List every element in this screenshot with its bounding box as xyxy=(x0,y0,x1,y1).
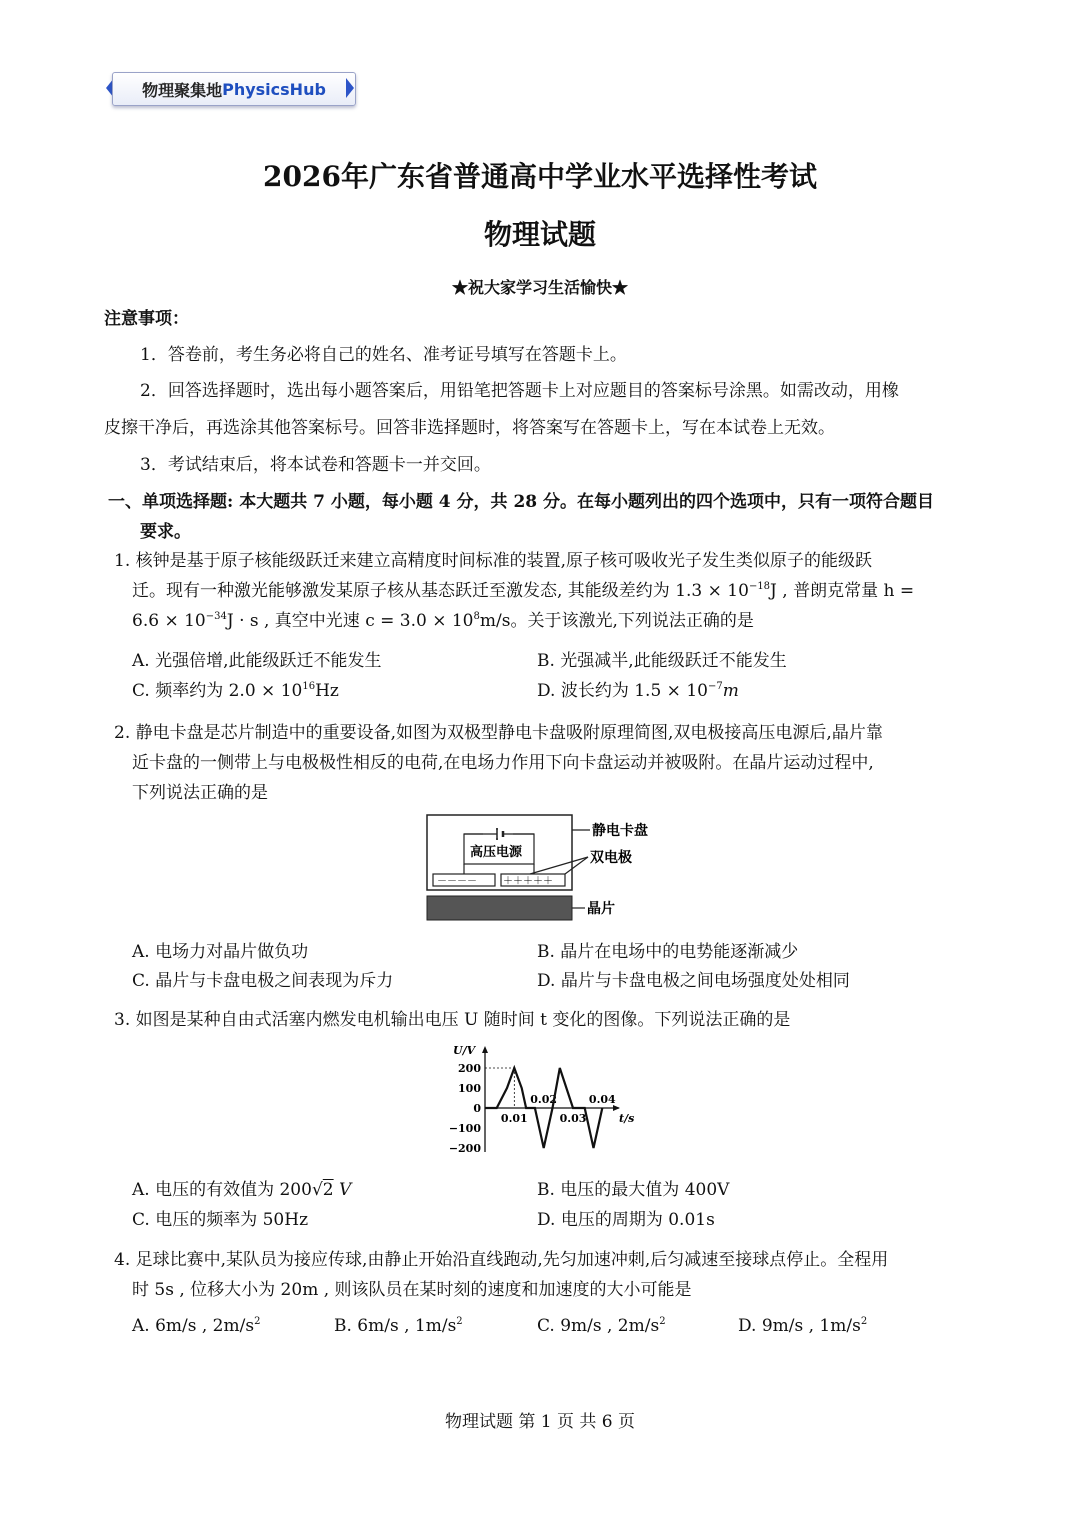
y-axis-arrow-icon xyxy=(482,1046,488,1053)
y-tick-label: 0 xyxy=(473,1102,481,1115)
q1-option-d xyxy=(537,676,739,701)
q1-option-c-unit: Hz xyxy=(315,681,339,701)
q3-option-d: D. 电压的周期为 0.01s xyxy=(537,1210,715,1230)
logo-en-text: PhysicsHub xyxy=(222,79,326,99)
y-tick-label: 200 xyxy=(458,1062,481,1075)
q2-line-1: 2. 静电卡盘是芯片制造中的重要设备,如图为双极型静电卡盘吸附原理简图,双电极接高压电源后,晶片靠 xyxy=(114,723,883,743)
q1-line-2b: J , 普朗克常量 h = xyxy=(770,581,915,601)
wafer-label: 晶片 xyxy=(587,901,615,917)
q2-option-c: C. 晶片与卡盘电极之间表现为斥力 xyxy=(132,971,394,991)
electrode-leader-1 xyxy=(530,857,588,874)
power-label: 高压电源 xyxy=(470,845,523,860)
logo-arrow-right-icon xyxy=(346,78,354,98)
notice-item-2a: 2．回答选择题时，选出每小题答案后，用铅笔把答题卡上对应题目的答案标号涂黑。如需改动，用橡 xyxy=(140,381,899,401)
q1-line-2a: 迁。现有一种激光能够激发某原子核从基态跃迁至激发态, 其能级差约为 1.3 × 10 xyxy=(132,581,749,601)
notice-item-3: 3．考试结束后，将本试卷和答题卡一并交回。 xyxy=(140,455,491,475)
x-axis-label: t/s xyxy=(619,1112,635,1125)
q4-option-d xyxy=(738,1316,867,1336)
q4-line-2: 时 5s , 位移大小为 20m , 则该队员在某时刻的速度和加速度的大小可能是 xyxy=(132,1280,692,1300)
q3-option-a xyxy=(132,1175,351,1200)
wafer xyxy=(427,896,572,920)
q1-exp-3: 8 xyxy=(473,611,480,622)
physicshub-logo xyxy=(112,72,356,106)
q4-line-1: 4. 足球比赛中,某队员为接应传球,由静止开始沿直线跑动,先匀加速冲刺,后匀减速至接球点停止。全程用 xyxy=(114,1250,889,1270)
q1-line-3 xyxy=(132,606,754,636)
y-axis-label: U/V xyxy=(453,1044,476,1057)
q1-option-c-text: C. 频率约为 2.0 × 10 xyxy=(132,681,303,701)
logo-cn-text: 物理聚集地 xyxy=(142,80,223,100)
q3-option-b: B. 电压的最大值为 400V xyxy=(537,1180,730,1200)
q2-option-d: D. 晶片与卡盘电极之间电场强度处处相同 xyxy=(537,971,850,991)
q2-line-3: 下列说法正确的是 xyxy=(132,783,268,803)
x-tick-label: 0.03 xyxy=(559,1112,587,1125)
exam-title: 2026年广东省普通高中学业水平选择性考试 xyxy=(263,160,817,193)
notice-heading: 注意事项： xyxy=(104,309,189,329)
q4-option-b-exp: 2 xyxy=(456,1316,463,1327)
q1-option-d-exp: −7 xyxy=(707,681,723,692)
q4-option-c xyxy=(537,1316,666,1336)
q1-exp-2: −34 xyxy=(205,611,227,622)
q1-option-c-exp: 16 xyxy=(302,681,316,692)
q1-line-3a: 6.6 × 10 xyxy=(132,611,206,631)
notice-item-2b: 皮擦干净后，再选涂其他答案标号。回答非选择题时，将答案写在答题卡上，写在本试卷上无效。 xyxy=(104,418,835,438)
q3-option-a-text: A. 电压的有效值为 200 xyxy=(132,1180,312,1200)
q4-option-a xyxy=(132,1316,260,1336)
x-tick-label: 0.01 xyxy=(500,1112,528,1125)
q1-line-1: 1. 核钟是基于原子核能级跃迁来建立高精度时间标准的装置,原子核可吸收光子发生类似原子的能级跃 xyxy=(114,551,873,571)
q3-option-c: C. 电压的频率为 50Hz xyxy=(132,1210,309,1230)
q1-option-a: A. 光强倍增,此能级跃迁不能发生 xyxy=(132,651,382,671)
q1-option-d-unit: m xyxy=(722,681,739,701)
q3-line-1: 3. 如图是某种自由式活塞内燃发电机输出电压 U 随时间 t 变化的图像。下列说法正确的是 xyxy=(114,1010,791,1030)
q1-option-b: B. 光强减半,此能级跃迁不能发生 xyxy=(537,651,787,671)
sqrt-icon: √ xyxy=(311,1180,323,1200)
section-1-heading: 一、单项选择题: 本大题共 7 小题，每小题 4 分，共 28 分。在每小题列出的四个选项中，只有一项符合题目 xyxy=(108,492,935,512)
q1-line-3b: J · s , 真空中光速 c = 3.0 × 10 xyxy=(226,611,474,631)
q2-option-b: B. 晶片在电场中的电势能逐渐减少 xyxy=(537,942,799,962)
q4-option-d-exp: 2 xyxy=(860,1316,868,1327)
y-tick-label: 100 xyxy=(458,1082,481,1095)
q4-option-b-text: B. 6m/s , 1m/s xyxy=(334,1316,457,1336)
q2-line-2: 近卡盘的一侧带上与电极极性相反的电荷,在电场力作用下向卡盘运动并被吸附。在晶片运动过程中, xyxy=(132,753,874,773)
positive-charges: ＋＋＋＋＋ xyxy=(503,876,553,887)
chuck-label: 静电卡盘 xyxy=(592,823,648,839)
q4-option-a-text: A. 6m/s , 2m/s xyxy=(132,1316,255,1336)
electrode-label: 双电极 xyxy=(590,850,632,866)
q4-option-d-text: D. 9m/s , 1m/s xyxy=(738,1316,861,1336)
notice-item-1: 1．答卷前，考生务必将自己的姓名、准考证号填写在答题卡上。 xyxy=(140,345,627,365)
voltage-time-chart xyxy=(445,1040,645,1160)
electrostatic-chuck-diagram xyxy=(425,812,680,924)
q4-option-a-exp: 2 xyxy=(254,1316,261,1327)
subject-title: 物理试题 xyxy=(483,218,596,251)
q3-option-a-unit: V xyxy=(333,1180,352,1200)
q4-option-c-exp: 2 xyxy=(659,1316,666,1327)
page-footer: 物理试题 第 1 页 共 6 页 xyxy=(444,1412,636,1432)
y-tick-label: −200 xyxy=(448,1142,481,1155)
y-tick-label: −100 xyxy=(448,1122,481,1135)
section-1-heading-cont: 要求。 xyxy=(140,522,191,542)
q1-option-c xyxy=(132,676,339,701)
q1-line-3c: m/s。关于该激光,下列说法正确的是 xyxy=(479,611,754,631)
motto: ★祝大家学习生活愉快★ xyxy=(451,278,628,297)
q4-option-c-text: C. 9m/s , 2m/s xyxy=(537,1316,660,1336)
q3-option-a-radicand: 2 xyxy=(322,1180,334,1200)
x-tick-label: 0.04 xyxy=(588,1093,616,1106)
x-tick-label: 0.02 xyxy=(530,1093,558,1106)
electrode-leader-2 xyxy=(565,857,588,874)
q1-exp-1: −18 xyxy=(748,581,771,592)
q2-option-a: A. 电场力对晶片做负功 xyxy=(132,942,309,962)
q4-option-b xyxy=(334,1316,463,1336)
negative-charges: －－－－ xyxy=(437,876,477,887)
q1-option-d-text: D. 波长约为 1.5 × 10 xyxy=(537,681,708,701)
q1-line-2 xyxy=(132,576,914,606)
